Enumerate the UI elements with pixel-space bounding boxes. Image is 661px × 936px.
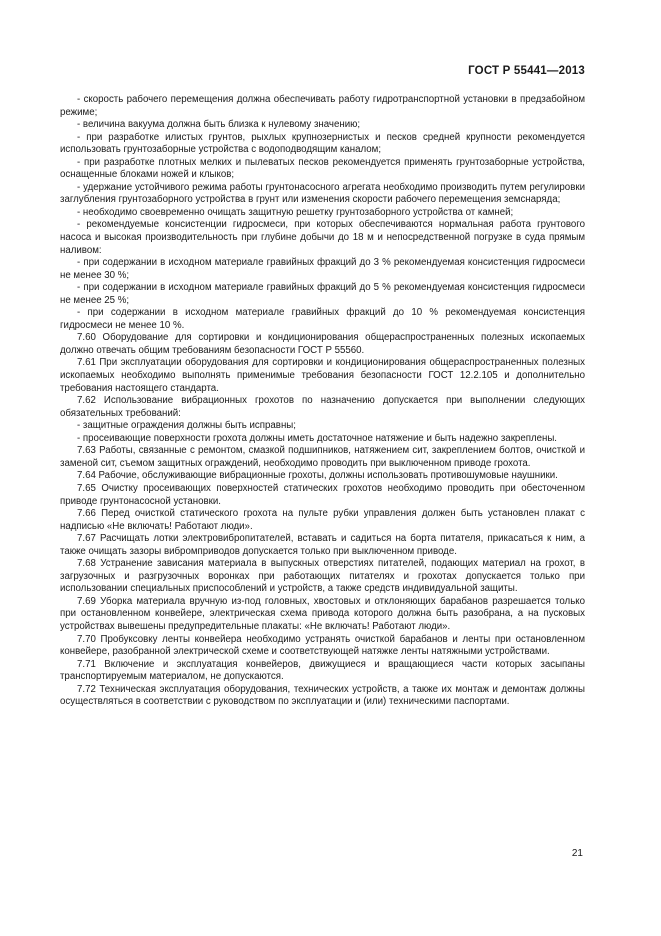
- paragraph: 7.71 Включение и эксплуатация конвейеров, движущиеся и вращающиеся части которых засыпаны транспортируемым материалом, не допускаются.: [60, 658, 585, 683]
- paragraph: - просеивающие поверхности грохота должны иметь достаточное натяжение и быть надежно закреплены.: [77, 432, 558, 444]
- paragraph: 7.63 Работы, связанные с ремонтом, смазкой подшипников, натяжением сит, закреплением болтов, очисткой и заменой сит, съемом защитных ограждений, необходимо проводить при выключенном приводе грохота.: [60, 445, 585, 469]
- page-number: 21: [571, 848, 583, 859]
- paragraph: 7.67 Расчищать лотки электровибропитателей, вставать и садиться на борта питателя, прикасаться к ним, а также очищать зазоры вибромприводов допускается только при выключенном приводе.: [60, 533, 585, 557]
- paragraph: 7.68 Устранение зависания материала в выпускных отверстиях питателей, подающих материал на грохот, в загрузочных и разгрузочных воронках при работающих питателях и грохотах допускается только при использовании специальных приспособлений и устройств, а также средств индивидуальной защиты.: [60, 558, 585, 595]
- paragraph: 7.69 Уборка материала вручную из-под головных, хвостовых и отклоняющих барабанов разрешается только при остановленном конвейере, электрическая схема привода которого должна быть разобрана, а на пусковых устройствах вывешены предупредительные плакаты: «Не включать! Работают люди».: [60, 595, 585, 632]
- paragraph: - необходимо своевременно очищать защитную решетку грунтозаборного устройства от камней;: [77, 206, 514, 218]
- paragraph: 7.65 Очистку просеивающих поверхностей статических грохотов необходимо проводить при обесточенном приводе грунтонасосной установки.: [60, 482, 585, 507]
- document-header: ГОСТ Р 55441—2013: [468, 65, 585, 77]
- paragraph: - при содержании в исходном материале гравийных фракций до 10 % рекомендуемая консистенция гидросмеси не менее 10 %.: [60, 307, 585, 331]
- document-body: [60, 94, 585, 709]
- paragraph: 7.60 Оборудование для сортировки и кондиционирования общераспространенных полезных ископаемых должно отвечать общим требованиям безопасности ГОСТ Р 55560.: [60, 332, 585, 356]
- paragraph: 7.62 Использование вибрационных грохотов по назначению допускается при выполнении следующих обязательных требований:: [60, 395, 585, 419]
- paragraph: - при содержании в исходном материале гравийных фракций до 5 % рекомендуемая консистенция гидросмеси не менее 25 %;: [60, 282, 585, 306]
- paragraph: 7.61 При эксплуатации оборудования для сортировки и кондиционирования общераспространенных полезных ископаемых необходимо выполнять применимые требования безопасности ГОСТ 12.2.105 и дополнительно требования настоящего стандарта.: [60, 357, 585, 394]
- paragraph: 7.72 Техническая эксплуатация оборудования, технических устройств, а также их монтаж и демонтаж должны осуществляться в соответствии с руководством по эксплуатации и (или) техническими паспортами.: [60, 683, 585, 708]
- paragraph: - при содержании в исходном материале гравийных фракций до 3 % рекомендуемая консистенция гидросмеси не менее 30 %;: [60, 257, 585, 281]
- paragraph: - скорость рабочего перемещения должна обеспечивать работу гидротранспортной установки в предзабойном режиме;: [60, 94, 585, 118]
- paragraph: - величина вакуума должна быть близка к нулевому значению;: [77, 119, 361, 131]
- paragraph: 7.70 Пробуксовку ленты конвейера необходимо устранять очисткой барабанов и ленты при остановленном конвейере, разобранной электрической схеме и соответствующей натяжке ленты натяжными устройствами.: [60, 633, 585, 658]
- paragraph: - при разработке плотных мелких и пылеватых песков рекомендуется применять грунтозаборные устройства, оснащенные блоками ножей и клыков;: [60, 156, 585, 181]
- paragraph: 7.66 Перед очисткой статического грохота на пульте рубки управления должен быть установлен плакат с надписью «Не включать! Работают люди».: [60, 508, 585, 532]
- paragraph: 7.64 Рабочие, обслуживающие вибрационные грохоты, должны использовать противошумовые наушники.: [77, 470, 558, 482]
- paragraph: - удержание устойчивого режима работы грунтонасосного агрегата необходимо производить путем регулировки заглубления грунтозаборного устройства в грунт или изменения скорости рабочего перемещения земснаряда;: [60, 181, 585, 206]
- paragraph: - рекомендуемые консистенции гидросмеси, при которых обеспечиваются нормальная работа грунтового насоса и высокая производительность при глубине добычи до 18 м и непосредственной погрузке в суда прямым наливом:: [60, 219, 585, 256]
- paragraph: - защитные ограждения должны быть исправны;: [77, 420, 296, 432]
- paragraph: - при разработке илистых грунтов, рыхлых крупнозернистых и песков средней крупности рекомендуется использовать грунтозаборные устройства с водоподводящим каналом;: [60, 131, 585, 156]
